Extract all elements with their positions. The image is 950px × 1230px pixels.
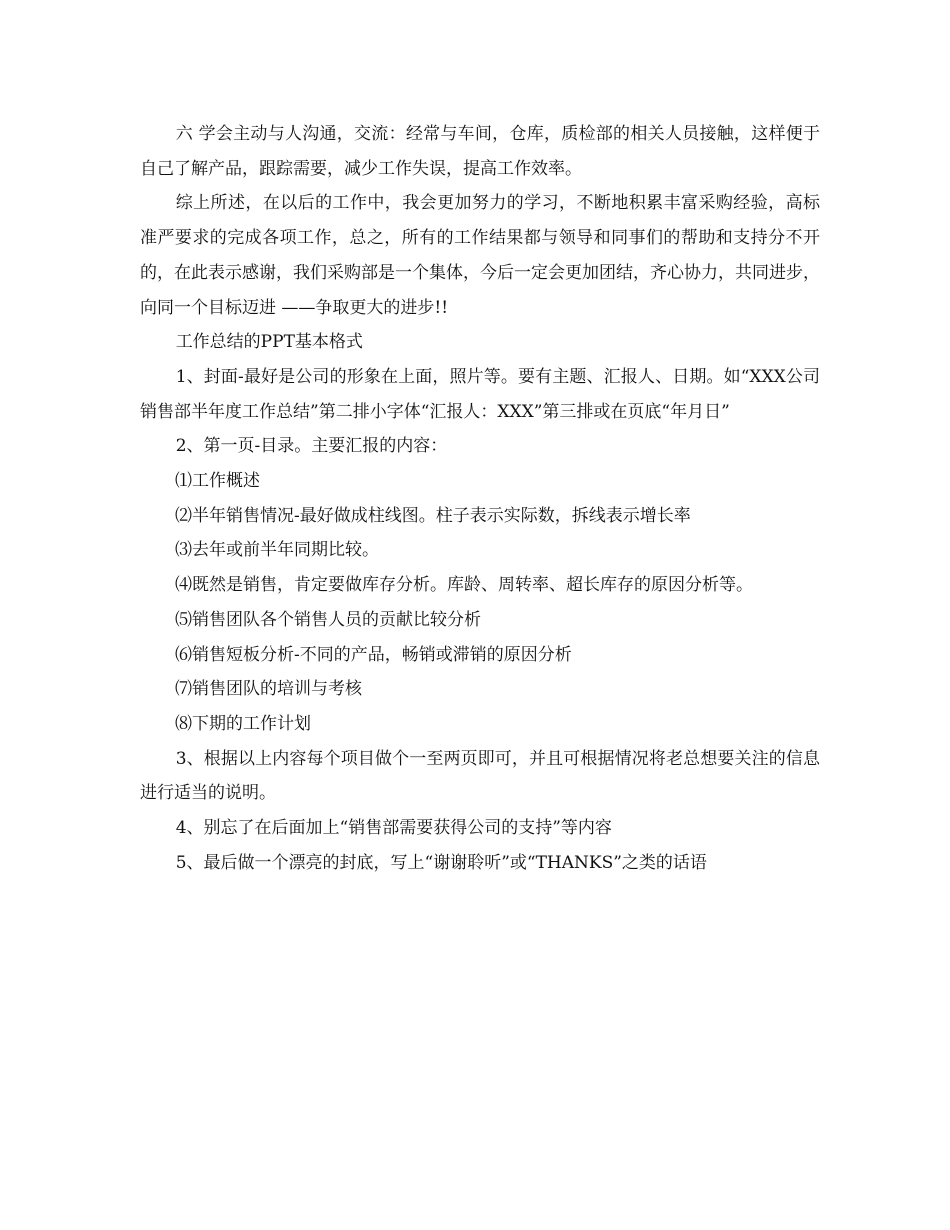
list-item: ⑷既然是销售，肯定要做库存分析。库龄、周转率、超长库存的原因分析等。 — [175, 575, 753, 596]
paragraph-communication: 六 学会主动与人沟通，交流：经常与车间，仓库，质检部的相关人员接触，这样便于自己了解产品，跟踪需要，减少工作失误，提高工作效率。 — [140, 124, 820, 179]
list-item: ⑻下期的工作计划 — [175, 713, 311, 734]
paragraph-pages-per-item: 3、根据以上内容每个项目做个一至两页即可，并且可根据情况将老总想要关注的信息进行适当的说明。 — [140, 748, 820, 804]
list-item: ⑴工作概述 — [175, 471, 260, 492]
paragraph-cover: 1、封面-最好是公司的形象在上面，照片等。要有主题、汇报人、日期。如“XXX公司销售部半年度工作总结”第二排小字体“汇报人：XXX”第三排或在页底“年月日” — [140, 366, 820, 422]
paragraph-back-cover: 5、最后做一个漂亮的封底，写上“谢谢聆听”或“THANKS”之类的话语 — [175, 852, 707, 873]
paragraph-summary: 综上所述，在以后的工作中，我会更加努力的学习，不断地积累丰富采购经验，高标准严要求的完成各项工作，总之，所有的工作结果都与领导和同事们的帮助和支持分不开的，在此表示感谢，我们采购部是一个集体，今后一定会更加团结，齐心协力，共同进步，向同一个目标迈进 ——争取更大的进步!! — [140, 193, 820, 318]
list-item: ⑺销售团队的培训与考核 — [175, 679, 362, 700]
document-body — [140, 117, 820, 880]
paragraph-company-support: 4、别忘了在后面加上“销售部需要获得公司的支持”等内容 — [175, 818, 612, 839]
list-item: ⑹销售短板分析-不同的产品，畅销或滞销的原因分析 — [175, 644, 572, 665]
section-heading-ppt-format: 工作总结的PPT基本格式 — [175, 332, 363, 353]
list-item: ⑶去年或前半年同期比较。 — [175, 540, 379, 561]
list-item: ⑵半年销售情况-最好做成柱线图。柱子表示实际数，拆线表示增长率 — [175, 505, 691, 526]
paragraph-contents-page: 2、第一页-目录。主要汇报的内容： — [175, 436, 448, 457]
list-item: ⑸销售团队各个销售人员的贡献比较分析 — [175, 609, 481, 630]
